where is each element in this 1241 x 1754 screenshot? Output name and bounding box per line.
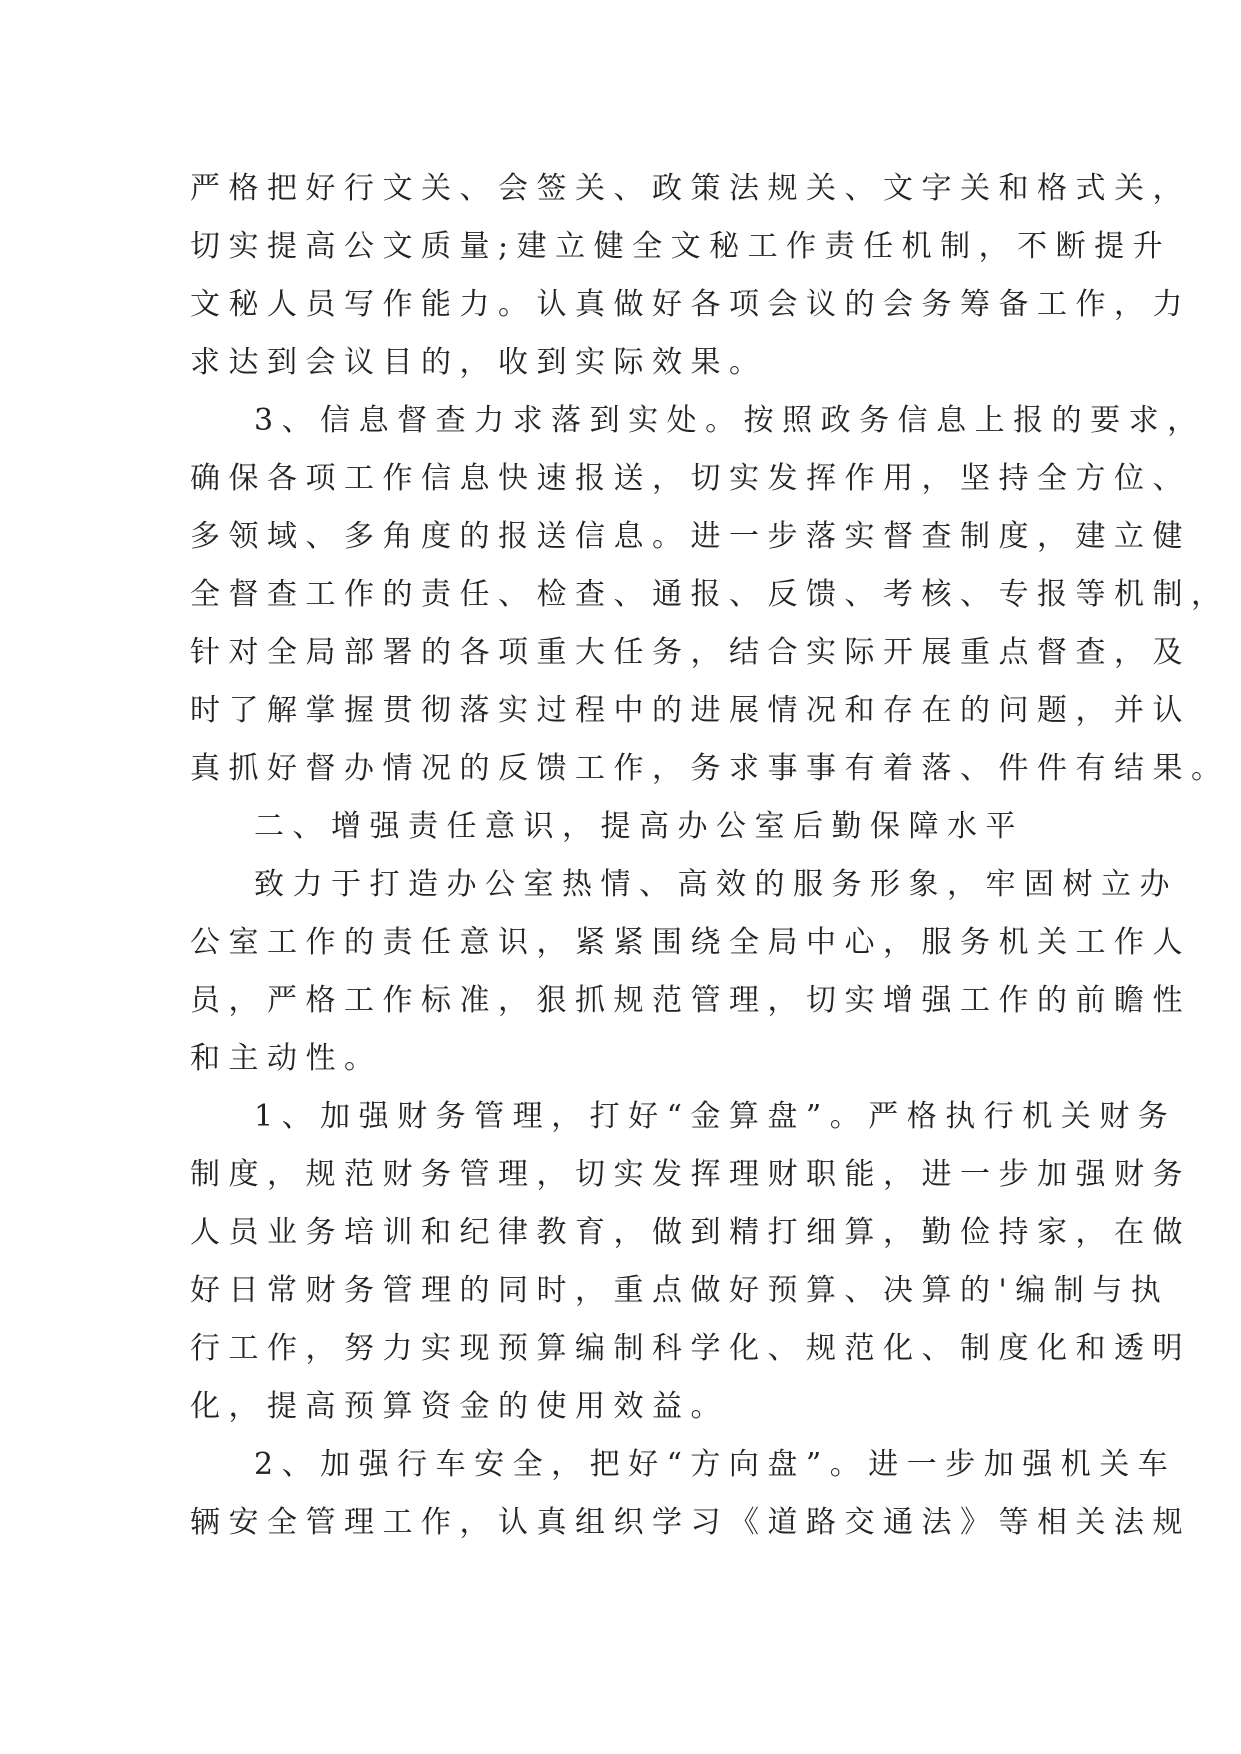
text-line: 公室工作的责任意识，紧紧围绕全局中心，服务机关工作人 [190, 925, 1191, 960]
paragraph-start-line: 致力于打造办公室热情、高效的服务形象，牢固树立办 [254, 867, 1178, 902]
text-line: 化，提高预算资金的使用效益。 [190, 1389, 729, 1424]
text-line: 辆安全管理工作，认真组织学习《道路交通法》等相关法规 [190, 1505, 1191, 1540]
document-body [190, 160, 1230, 1552]
text-line: 全督查工作的责任、检查、通报、反馈、考核、专报等机制， [190, 577, 1230, 612]
paragraph-start-line: 3、信息督查力求落到实处。按照政务信息上报的要求， [254, 403, 1206, 438]
text-line: 行工作，努力实现预算编制科学化、规范化、制度化和透明 [190, 1331, 1191, 1366]
text-line: 多领域、多角度的报送信息。进一步落实督查制度，建立健 [190, 519, 1191, 554]
text-line: 好日常财务管理的同时，重点做好预算、决算的'编制与执 [190, 1273, 1170, 1308]
text-line: 人员业务培训和纪律教育，做到精打细算，勤俭持家，在做 [190, 1215, 1191, 1250]
paragraph-start-line: 1、加强财务管理，打好“金算盘”。严格执行机关财务 [254, 1099, 1177, 1134]
text-line: 切实提高公文质量;建立健全文秘工作责任机制，不断提升 [190, 229, 1172, 264]
section-heading: 二、增强责任意识，提高办公室后勤保障水平 [254, 809, 1024, 844]
text-line: 和主动性。 [190, 1041, 383, 1076]
text-line: 制度，规范财务管理，切实发挥理财职能，进一步加强财务 [190, 1157, 1191, 1192]
text-line: 严格把好行文关、会签关、政策法规关、文字关和格式关， [190, 171, 1191, 206]
text-line: 时了解掌握贯彻落实过程中的进展情况和存在的问题，并认 [190, 693, 1191, 728]
text-line: 文秘人员写作能力。认真做好各项会议的会务筹备工作，力 [190, 287, 1191, 322]
text-line: 真抓好督办情况的反馈工作，务求事事有着落、件件有结果。 [190, 751, 1230, 786]
text-line: 员，严格工作标准，狠抓规范管理，切实增强工作的前瞻性 [190, 983, 1191, 1018]
text-line: 针对全局部署的各项重大任务，结合实际开展重点督查，及 [190, 635, 1191, 670]
text-line: 确保各项工作信息快速报送，切实发挥作用，坚持全方位、 [190, 461, 1191, 496]
text-line: 求达到会议目的，收到实际效果。 [190, 345, 768, 380]
paragraph-start-line: 2、加强行车安全，把好“方向盘”。进一步加强机关车 [254, 1447, 1177, 1482]
